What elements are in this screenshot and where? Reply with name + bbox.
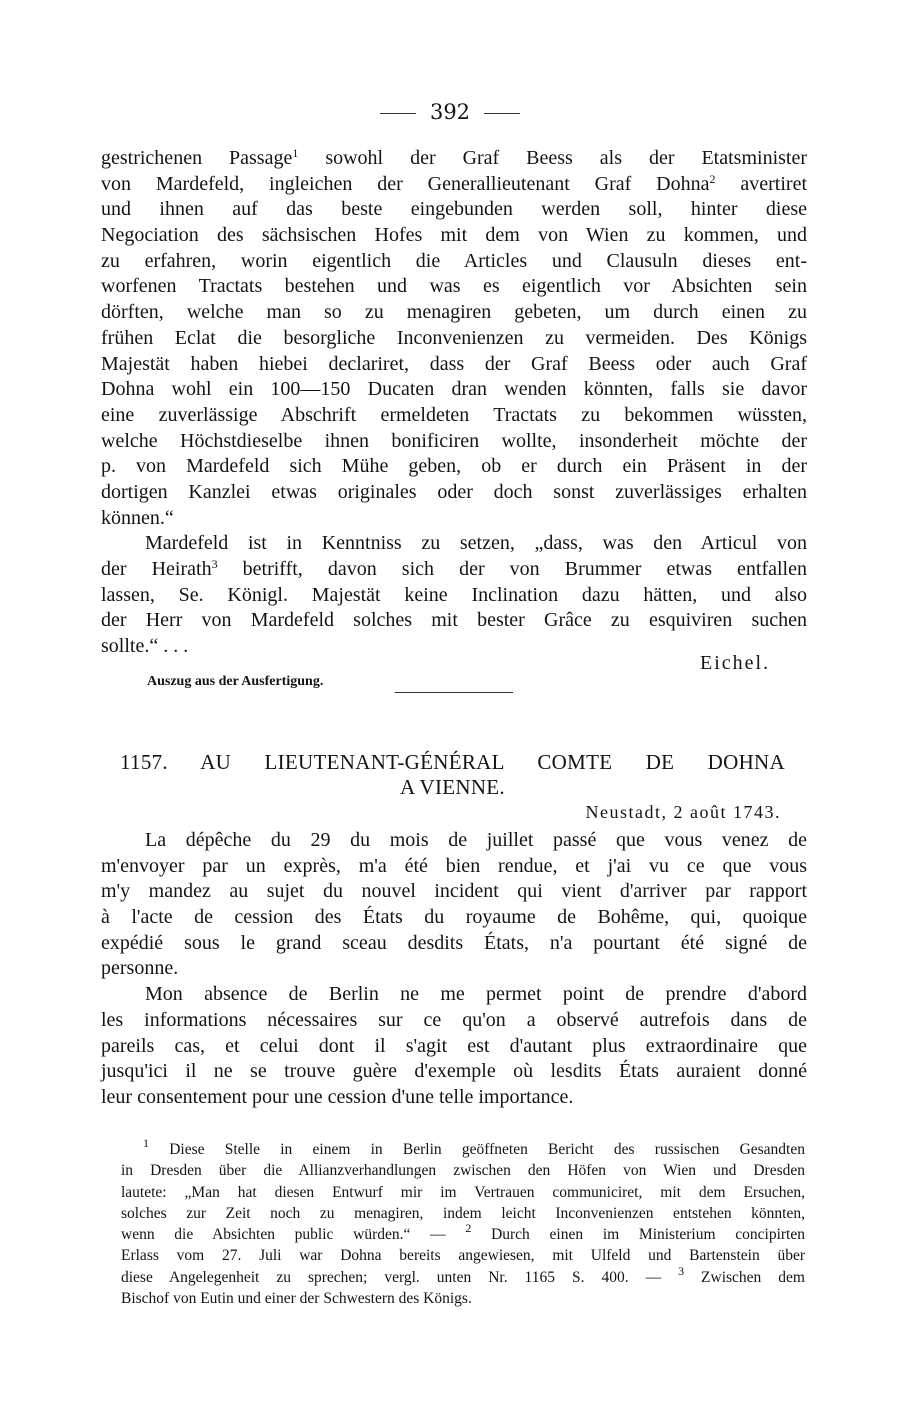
letter-line: Majestät haben hiebei declariret, dass der Graf Beess oder auch Graf xyxy=(101,352,807,375)
letter-line: Negociation des sächsischen Hofes mit dem von Wien zu kommen, und xyxy=(101,224,807,247)
letter-line: dortigen Kanzlei etwas originales oder doch sonst zuverlässiges erhalten xyxy=(101,480,807,503)
letter-line: Mardefeld ist in Kenntniss zu setzen, „dass, was den Articul von xyxy=(145,532,807,555)
footnote-line: $^1$ Diese Stelle in einem in Berlin geöffneten Bericht des russischen Gesandten xyxy=(143,1136,805,1158)
letter-line: von Mardefeld, ingleichen der Generallieutenant Graf Dohna$^2$ avertiret xyxy=(101,171,807,195)
page-number-value: 392 xyxy=(429,100,471,124)
document-body xyxy=(101,828,807,1111)
document-line: La dépêche du 29 du mois de juillet passé que vous venez de xyxy=(145,829,807,851)
footnote-marker: 2 xyxy=(465,1221,472,1236)
document-heading-line-2: A VIENNE. xyxy=(400,775,505,799)
letter-line: Dohna wohl ein 100—150 Ducaten dran wenden könnten, falls sie davor xyxy=(101,378,807,401)
letter-line: eine zuverlässige Abschrift ermeldeten Tractats zu bekommen wüssten, xyxy=(101,403,807,426)
footnote-line: in Dresden über die Allianzverhandlungen zwischen den Höfen von Wien und Dresden xyxy=(121,1162,805,1180)
footnote-marker: 2 xyxy=(709,171,716,186)
page-number-dash-right xyxy=(484,113,520,114)
page-number-dash-left xyxy=(380,113,416,114)
document-line: m'y mandez au sujet du nouvel incident qui vient d'arriver par rapport xyxy=(101,880,807,903)
section-divider xyxy=(395,692,513,693)
document-line: expédié sous le grand sceau desdits États, n'a pourtant été signé de xyxy=(101,931,807,954)
letter-line: lassen, Se. Königl. Majestät keine Inclination dazu hätten, und also xyxy=(101,583,807,606)
page-number xyxy=(0,100,900,124)
footnote-line: Erlass vom 27. Juli war Dohna bereits angewiesen, mit Ulfeld und Bartenstein über xyxy=(121,1247,805,1265)
footnote-line: lautete: „Man hat diesen Entwurf mir im Vertrauen communiciret, mit dem Ersuchen, xyxy=(121,1183,805,1201)
document-line: Mon absence de Berlin ne me permet point de prendre d'abord xyxy=(145,983,807,1006)
document-line: à l'acte de cession des États du royaume de Bohême, qui, quoique xyxy=(101,906,807,929)
document-line: jusqu'ici il ne se trouve guère d'exemple où lesdits États auraient donné xyxy=(101,1060,807,1083)
footnote-marker: 3 xyxy=(211,557,218,571)
footnote-line: wenn die Absichten public würden.“ — $^2$ Durch einen im Ministerium concipirten xyxy=(121,1221,805,1244)
document-line: pareils cas, et celui dont il s'agit est d'autant plus extraordinaire que xyxy=(101,1034,807,1057)
letter-line: dörften, welche man so zu menagiren gebeten, um durch einen zu xyxy=(101,301,807,324)
document-heading xyxy=(120,750,785,800)
footnote-line: solches zur Zeit noch zu menagiren, indem leicht Inconvenienzen entstehen könnten, xyxy=(121,1204,805,1222)
letter-line: der Heirath$^3$ betrifft, davon sich der von Brummer etwas entfallen xyxy=(101,557,807,580)
signature: Eichel. xyxy=(700,652,771,674)
letter-line: der Herr von Mardefeld solches mit bester Grâce zu esquiviren suchen xyxy=(101,609,807,632)
document-line: personne. xyxy=(101,957,179,980)
source-note: Auszug aus der Ausfertigung. xyxy=(147,674,324,689)
footnote-marker: 3 xyxy=(678,1263,685,1278)
document-recipient: AU LIEUTENANT-GÉNÉRAL COMTE DE DOHNA xyxy=(200,750,785,774)
document-line: m'envoyer par un exprès, m'a été bien rendue, et j'ai vu ce que vous xyxy=(101,854,807,877)
letter-line: und ihnen auf das beste eingebunden werden soll, hinter diese xyxy=(101,198,807,221)
letter-line: zu erfahren, worin eigentlich die Articles und Clausuln dieses ent- xyxy=(101,249,807,272)
footnote-marker: 1 xyxy=(292,146,299,160)
letter-line: welche Höchstdieselbe ihnen bonificiren wollte, insonderheit möchte der xyxy=(101,429,807,452)
footnotes xyxy=(121,1136,805,1309)
letter-line: worfenen Tractats bestehen und was es eigentlich vor Absichten sein xyxy=(101,275,807,298)
footnote-marker: 1 xyxy=(143,1136,149,1150)
letter-line: sollte.“ . . . xyxy=(101,635,189,658)
document-heading-line-1 xyxy=(120,750,785,775)
place-date: Neustadt, 2 août 1743. xyxy=(585,802,781,822)
document-line: les informations nécessaires sur ce qu'on a observé autrefois dans de xyxy=(101,1008,807,1031)
footnote-line: Bischof von Eutin und einer der Schwestern des Königs. xyxy=(121,1290,472,1308)
letter-line: p. von Mardefeld sich Mühe geben, ob er durch ein Präsent in der xyxy=(101,455,807,478)
letter-line: gestrichenen Passage$^1$ sowohl der Graf Beess als der Etatsminister xyxy=(101,146,807,169)
letter-line: frühen Eclat die besorgliche Inconvenienzen zu vermeiden. Des Königs xyxy=(101,326,807,349)
document-number: 1157. xyxy=(120,750,168,774)
letter-line: können.“ xyxy=(101,506,174,529)
footnote-line: diese Angelegenheit zu sprechen; vergl. unten Nr. 1165 S. 400. — $^3$ Zwischen dem xyxy=(121,1263,805,1286)
document-line: leur consentement pour une cession d'une telle importance. xyxy=(101,1085,574,1108)
letter-continuation xyxy=(101,146,807,660)
